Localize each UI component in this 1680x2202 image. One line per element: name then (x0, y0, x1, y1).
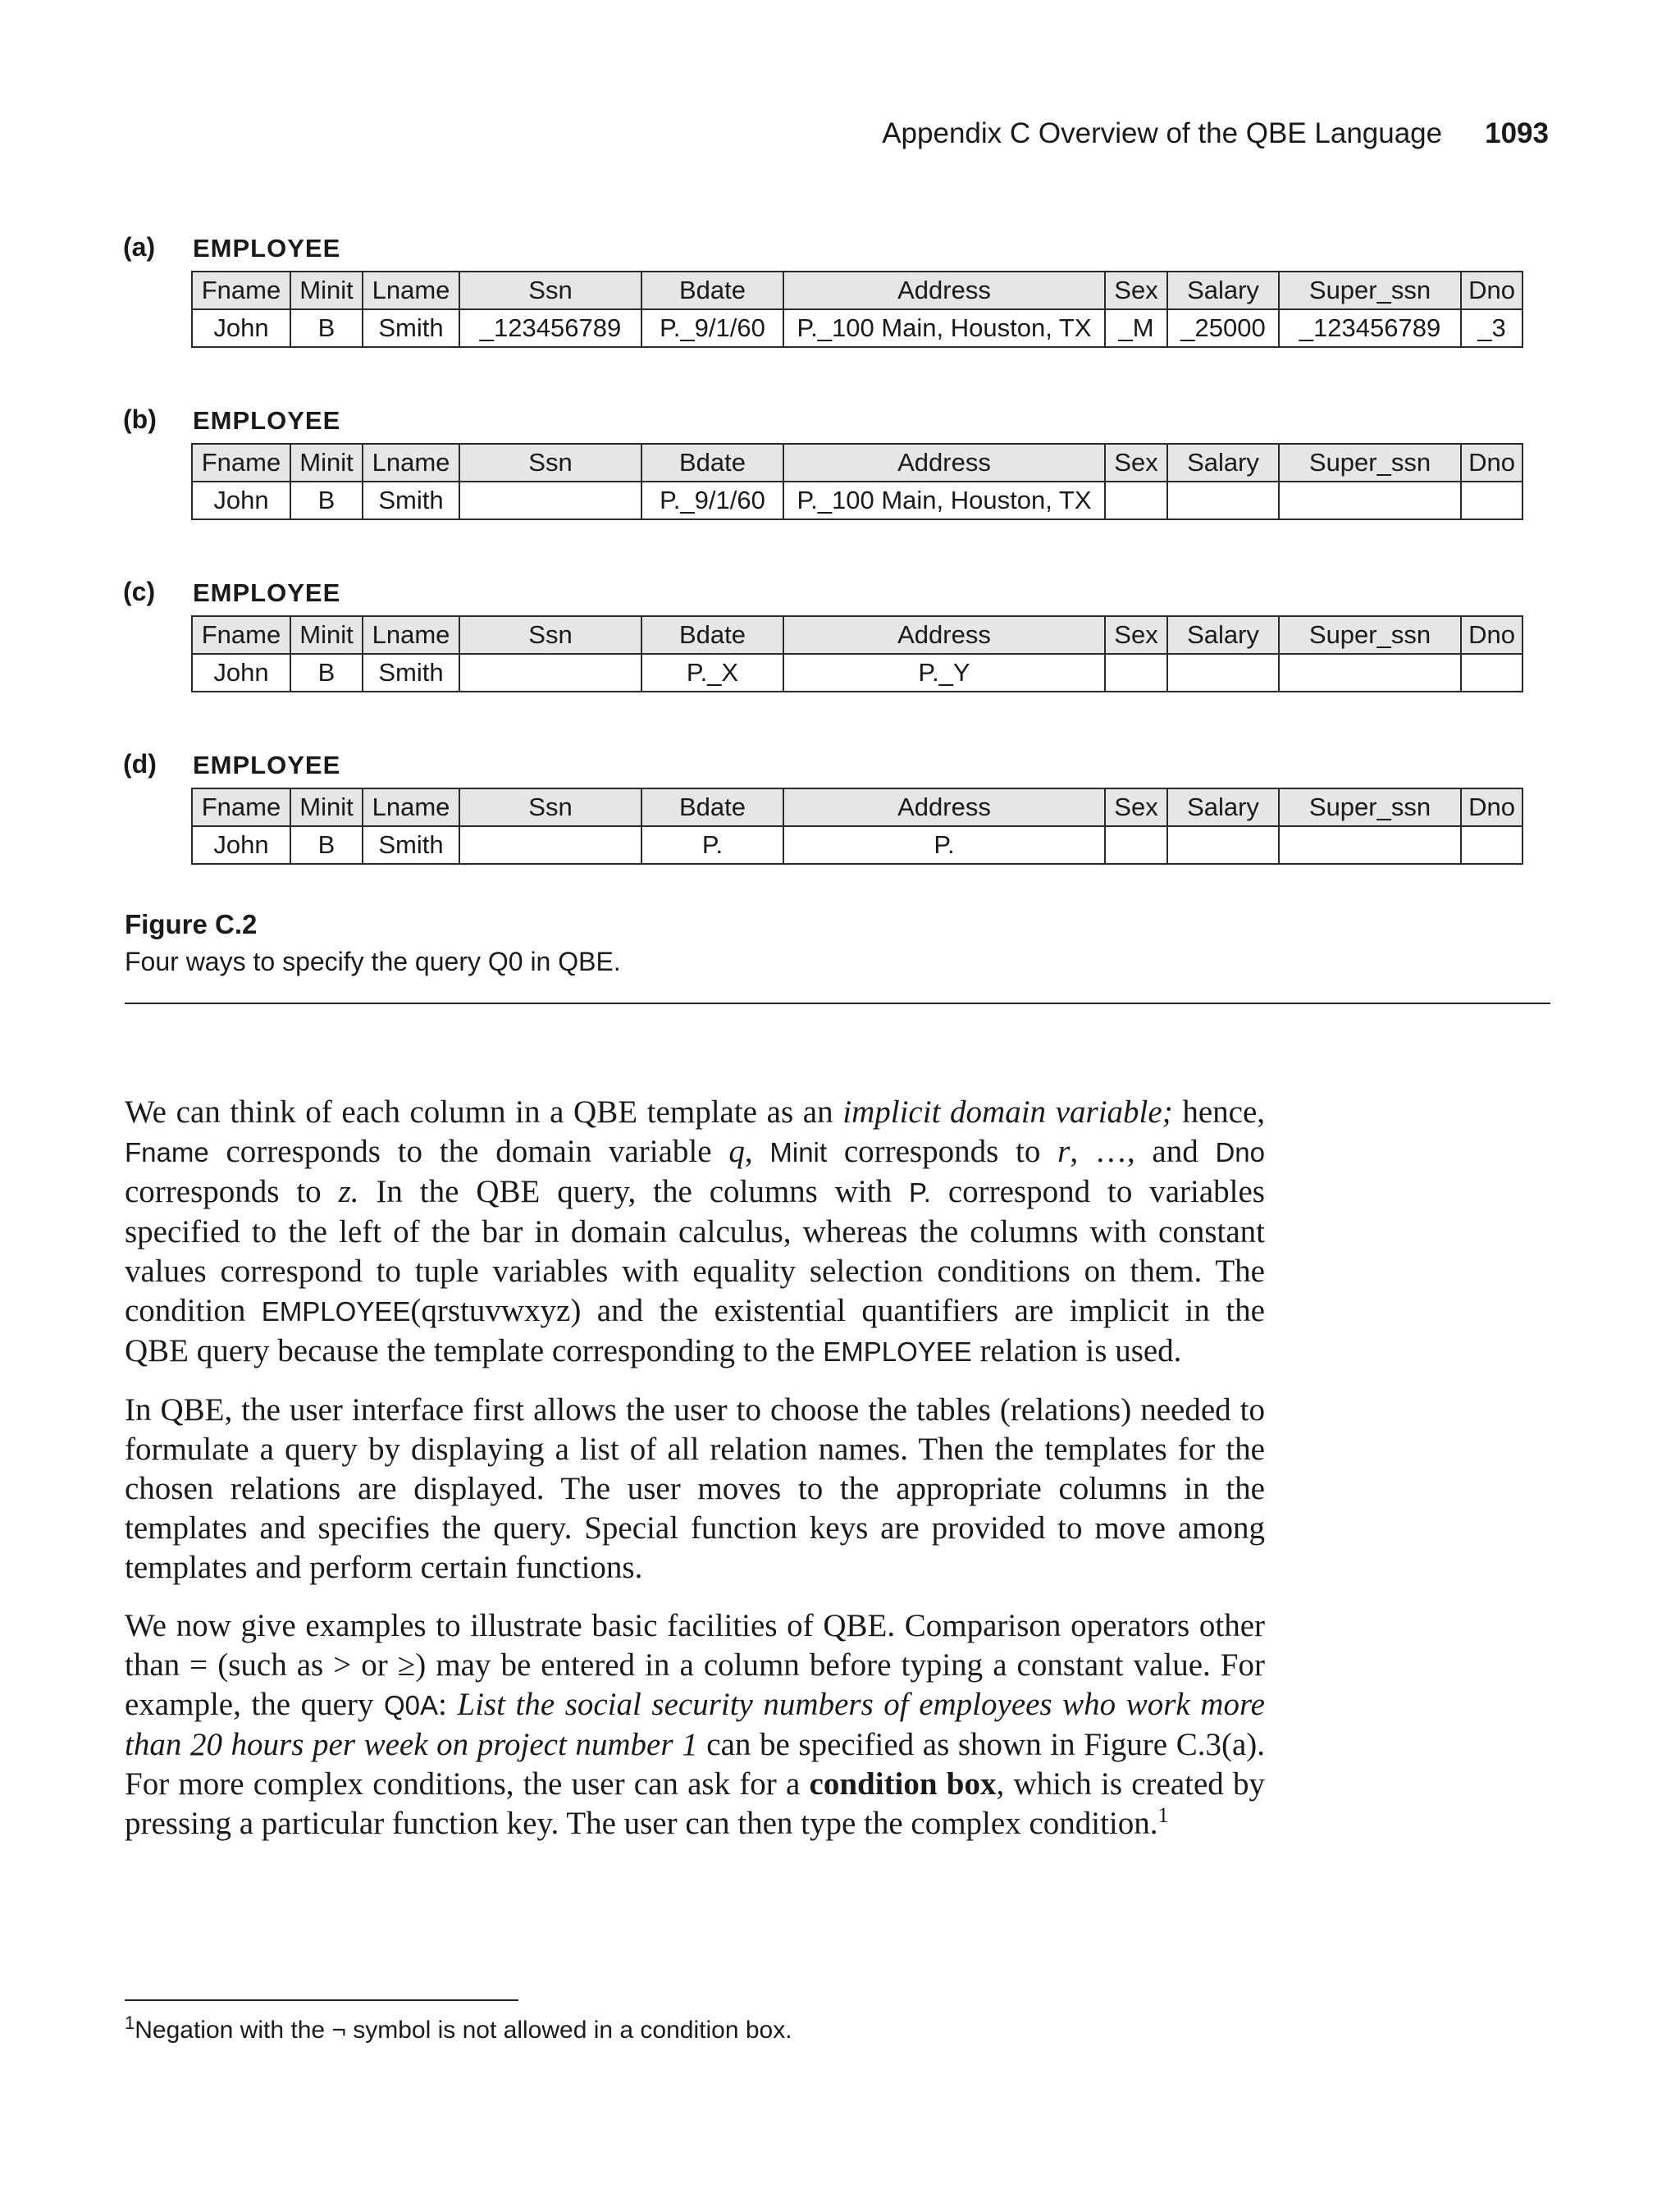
page-number: 1093 (1485, 117, 1549, 149)
figure-divider (125, 1003, 1550, 1004)
table-cell (1167, 482, 1279, 519)
table-cell: John (192, 826, 290, 864)
table-cell: B (290, 309, 363, 347)
column-header: Minit (290, 272, 363, 309)
column-header: Lname (363, 272, 459, 309)
column-header: Dno (1461, 788, 1522, 826)
table-cell: P._9/1/60 (641, 482, 783, 519)
column-header: Ssn (459, 444, 641, 482)
footnote-reference: 1 (1157, 1803, 1169, 1827)
column-header: Fname (192, 616, 290, 654)
table-cell: P. (641, 826, 783, 864)
column-header: Minit (290, 788, 363, 826)
table-cell: Smith (363, 482, 459, 519)
text-run: corresponds to (827, 1134, 1058, 1169)
column-header: Address (783, 788, 1105, 826)
table-cell (1461, 482, 1522, 519)
column-header: Lname (363, 444, 459, 482)
footnote-mark: 1 (125, 2012, 135, 2033)
body-paragraph (125, 1391, 1265, 1588)
qbe-template-table (191, 788, 1523, 865)
table-cell: P._9/1/60 (641, 309, 783, 347)
table-cell: _123456789 (1279, 309, 1461, 347)
column-header: Super_ssn (1279, 616, 1461, 654)
table-cell: P. (783, 826, 1105, 864)
footnote-divider (125, 1999, 518, 2001)
column-header: Lname (363, 788, 459, 826)
table-cell (1461, 654, 1522, 692)
text-run: implicit domain variable; (842, 1094, 1173, 1130)
text-run: P. (908, 1177, 931, 1208)
column-header: Sex (1105, 444, 1167, 482)
table-cell: Smith (363, 826, 459, 864)
header-row (192, 616, 1522, 654)
footnote-text: Negation with the ¬ symbol is not allowed in a condition box. (135, 2017, 792, 2044)
table-row (192, 826, 1522, 864)
column-header: Address (783, 444, 1105, 482)
body-text (125, 1093, 1265, 1862)
table-cell (1279, 826, 1461, 864)
qbe-template-table (191, 271, 1523, 348)
table-cell: Smith (363, 654, 459, 692)
table-row (192, 482, 1522, 519)
column-header: Minit (290, 444, 363, 482)
text-run: In QBE, the user interface first allows the user to choose the tables (relations) needed to formulate a query by displaying a list of all relation names. Then the templates for the chosen relations are displayed. The user moves to the appropriate columns in the templates and specifies the query. Special function keys are provided to move among templates and perform certain functions. (125, 1392, 1265, 1585)
column-header: Lname (363, 616, 459, 654)
table-cell: _123456789 (459, 309, 641, 347)
text-run: , (744, 1134, 770, 1169)
header-row (192, 444, 1522, 482)
text-run: EMPLOYEE (261, 1296, 411, 1327)
relation-name: EMPLOYEE (193, 751, 341, 779)
column-header: Dno (1461, 444, 1522, 482)
table-cell: B (290, 826, 363, 864)
text-run: Dno (1215, 1137, 1266, 1167)
column-header: Super_ssn (1279, 272, 1461, 309)
figure-number: Figure C.2 (125, 909, 258, 939)
table-row (192, 309, 1522, 347)
text-run: corresponds to the domain variable (208, 1134, 729, 1169)
column-header: Bdate (641, 272, 783, 309)
text-run: condition box (809, 1766, 997, 1802)
table-cell (1279, 482, 1461, 519)
text-run: z. (338, 1174, 359, 1209)
column-header: Salary (1167, 788, 1279, 826)
column-header: Bdate (641, 616, 783, 654)
table-cell (1105, 826, 1167, 864)
table-cell: John (192, 482, 290, 519)
figure-caption-text: Four ways to specify the query Q0 in QBE. (125, 947, 621, 976)
column-header: Super_ssn (1279, 788, 1461, 826)
body-paragraph (125, 1093, 1265, 1372)
column-header: Fname (192, 444, 290, 482)
column-header: Sex (1105, 616, 1167, 654)
text-run: We now give examples to illustrate basic facilities of QBE. Comparison operators other than = (such as > or ≥) may be entered in a column before typing a constant value. For example, the query (125, 1608, 1265, 1722)
text-run: , …, and (1070, 1134, 1216, 1169)
table-cell (1105, 654, 1167, 692)
text-run: Minit (769, 1137, 828, 1167)
column-header: Ssn (459, 788, 641, 826)
relation-name: EMPLOYEE (193, 406, 341, 435)
table-cell (1461, 826, 1522, 864)
text-run: (qrstuvwxyz) and the existential quantifiers are implicit in the QBE query because the template corresponding to the (125, 1293, 1265, 1368)
table-cell: B (290, 654, 363, 692)
table-cell: B (290, 482, 363, 519)
table-cell: P._100 Main, Houston, TX (783, 309, 1105, 347)
panel-label: (a) (123, 232, 156, 262)
text-run: Q0A (383, 1690, 439, 1720)
column-header: Super_ssn (1279, 444, 1461, 482)
column-header: Dno (1461, 272, 1522, 309)
text-run: We can think of each column in a QBE template as an (125, 1094, 843, 1130)
body-paragraph (125, 1606, 1265, 1843)
table-cell: P._100 Main, Houston, TX (783, 482, 1105, 519)
table-cell (459, 654, 641, 692)
table-cell: P._X (641, 654, 783, 692)
panel-label: (d) (123, 749, 157, 779)
relation-name: EMPLOYEE (193, 234, 341, 263)
column-header: Bdate (641, 444, 783, 482)
text-run: q (728, 1134, 745, 1169)
column-header: Fname (192, 272, 290, 309)
table-cell: Smith (363, 309, 459, 347)
text-run: can be specified as shown in Figure C.3(a). For more complex conditions, the user can ask for a (125, 1727, 1265, 1802)
text-run: EMPLOYEE (823, 1336, 972, 1367)
table-cell (1167, 826, 1279, 864)
text-run: r (1057, 1134, 1071, 1169)
column-header: Salary (1167, 272, 1279, 309)
column-header: Minit (290, 616, 363, 654)
column-header: Ssn (459, 616, 641, 654)
column-header: Address (783, 272, 1105, 309)
column-header: Dno (1461, 616, 1522, 654)
text-run: correspond to variables specified to the left of the bar in domain calculus, whereas the columns with constant values correspond to tuple variables with equality selection conditions on them. The condition (125, 1174, 1265, 1328)
footnote (125, 2012, 792, 2044)
text-run: relation is used. (971, 1333, 1182, 1368)
qbe-template-table (191, 615, 1523, 692)
column-header: Sex (1105, 272, 1167, 309)
text-run: Fname (125, 1137, 209, 1167)
table-cell (459, 482, 641, 519)
panel-label: (c) (123, 577, 156, 606)
table-cell: P._Y (783, 654, 1105, 692)
table-cell (459, 826, 641, 864)
column-header: Fname (192, 788, 290, 826)
column-header: Ssn (459, 272, 641, 309)
column-header: Address (783, 616, 1105, 654)
running-header (882, 117, 1549, 150)
table-row (192, 654, 1522, 692)
header-row (192, 788, 1522, 826)
panel-label: (b) (123, 404, 157, 434)
column-header: Sex (1105, 788, 1167, 826)
chapter-title: Appendix C Overview of the QBE Language (882, 117, 1443, 149)
text-run: In the QBE query, the columns with (358, 1174, 909, 1209)
figure-caption (125, 909, 621, 977)
text-run: corresponds to (125, 1174, 339, 1209)
header-row (192, 272, 1522, 309)
table-cell (1167, 654, 1279, 692)
column-header: Bdate (641, 788, 783, 826)
table-cell: _3 (1461, 309, 1522, 347)
relation-name: EMPLOYEE (193, 578, 341, 607)
text-run: , which is created by pressing a particular function key. The user can then type the complex condition. (125, 1766, 1266, 1841)
table-cell: John (192, 654, 290, 692)
qbe-template-table (191, 443, 1523, 520)
table-cell: _25000 (1167, 309, 1279, 347)
table-cell (1279, 654, 1461, 692)
table-cell (1105, 482, 1167, 519)
table-cell: _M (1105, 309, 1167, 347)
table-cell: John (192, 309, 290, 347)
column-header: Salary (1167, 616, 1279, 654)
text-run: : (438, 1687, 458, 1722)
text-run: hence, (1172, 1094, 1266, 1130)
column-header: Salary (1167, 444, 1279, 482)
text-run: List the social security numbers of employees who work more than 20 hours per week on project number 1 (125, 1687, 1265, 1762)
